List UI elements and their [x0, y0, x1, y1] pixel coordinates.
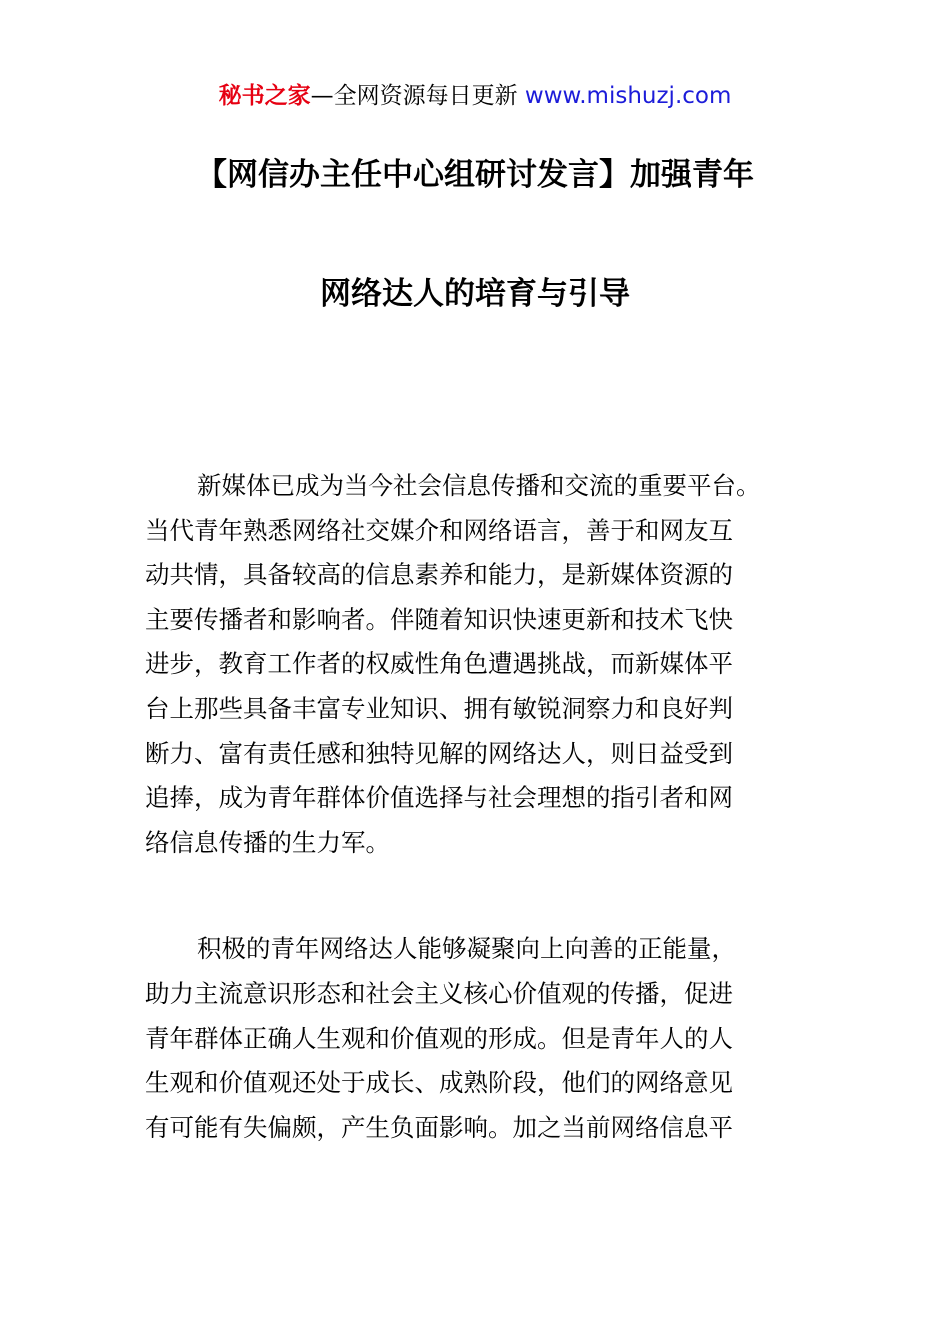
document-title-line-2: 网络达人的培育与引导 [320, 276, 630, 312]
document-title-line-1: 【网信办主任中心组研讨发言】加强青年 [196, 157, 754, 193]
site-url-link[interactable]: www.mishuzj.com [524, 83, 732, 109]
header-tagline: —全网资源每日更新 [310, 83, 518, 109]
text-line: 生观和价值观还处于成长、成熟阶段，他们的网络意见 [145, 1068, 733, 1098]
text-line: 有可能有失偏颇，产生负面影响。加之当前网络信息平 [145, 1112, 733, 1142]
brand-name: 秘书之家 [218, 83, 311, 109]
text-line: 青年群体正确人生观和价值观的形成。但是青年人的人 [145, 1023, 733, 1053]
text-line: 台上那些具备丰富专业知识、拥有敏锐洞察力和良好判 [145, 693, 733, 723]
text-line: 积极的青年网络达人能够凝聚向上向善的正能量， [197, 934, 736, 964]
text-line: 当代青年熟悉网络社交媒介和网络语言，善于和网友互 [145, 515, 733, 545]
text-line: 断力、富有责任感和独特见解的网络达人，则日益受到 [145, 738, 733, 768]
text-line: 主要传播者和影响者。伴随着知识快速更新和技术飞快 [145, 604, 733, 634]
text-line: 追捧，成为青年群体价值选择与社会理想的指引者和网 [145, 783, 733, 813]
paragraph-1 [145, 464, 810, 865]
text-line: 进步，教育工作者的权威性角色遭遇挑战，而新媒体平 [145, 649, 733, 679]
text-line: 新媒体已成为当今社会信息传播和交流的重要平台。 [197, 471, 761, 500]
paragraph-2 [145, 927, 810, 1150]
text-line: 络信息传播的生力军。 [145, 827, 390, 857]
text-line: 动共情，具备较高的信息素养和能力，是新媒体资源的 [145, 560, 733, 590]
text-line: 助力主流意识形态和社会主义核心价值观的传播，促进 [145, 978, 733, 1008]
document-body [145, 464, 810, 1150]
site-header [0, 80, 950, 112]
